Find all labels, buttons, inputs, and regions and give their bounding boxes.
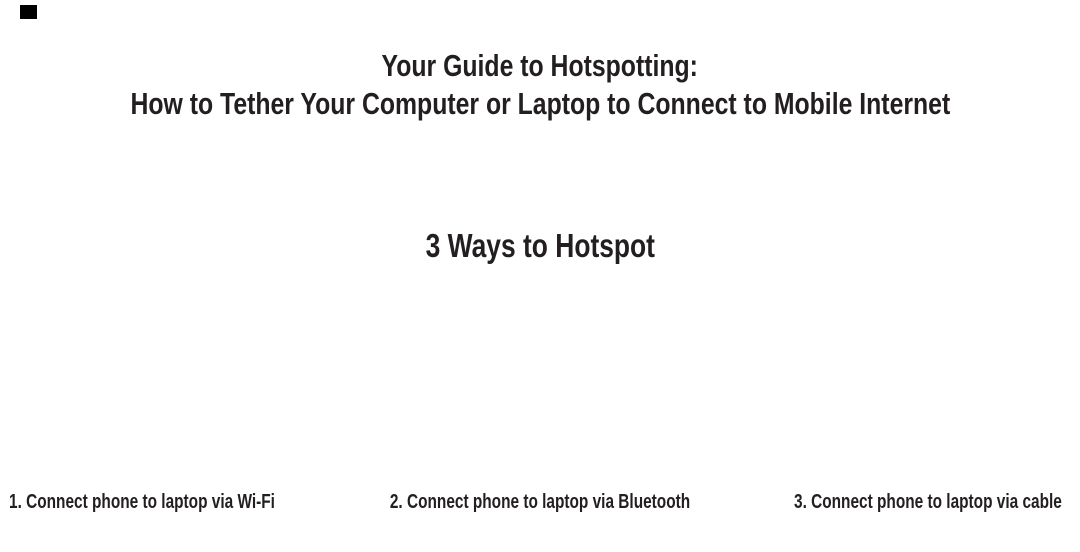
method-caption-wifi: 1. Connect phone to laptop via Wi-Fi <box>9 491 275 513</box>
page-title-line-2 <box>0 85 1080 123</box>
page-title-line-2-text: How to Tether Your Computer or Laptop to Connect to Mobile Internet <box>130 86 950 121</box>
black-square-marker <box>20 5 37 19</box>
page-title-line-1-text: Your Guide to Hotspotting: <box>381 48 699 83</box>
page-title <box>0 47 1080 123</box>
method-caption-cable: 3. Connect phone to laptop via cable <box>794 491 1062 513</box>
page-title-line-1 <box>0 47 1080 85</box>
section-heading <box>0 226 1080 266</box>
section-heading-text: 3 Ways to Hotspot <box>425 227 655 264</box>
method-caption-bluetooth: 2. Connect phone to laptop via Bluetooth <box>389 491 691 513</box>
